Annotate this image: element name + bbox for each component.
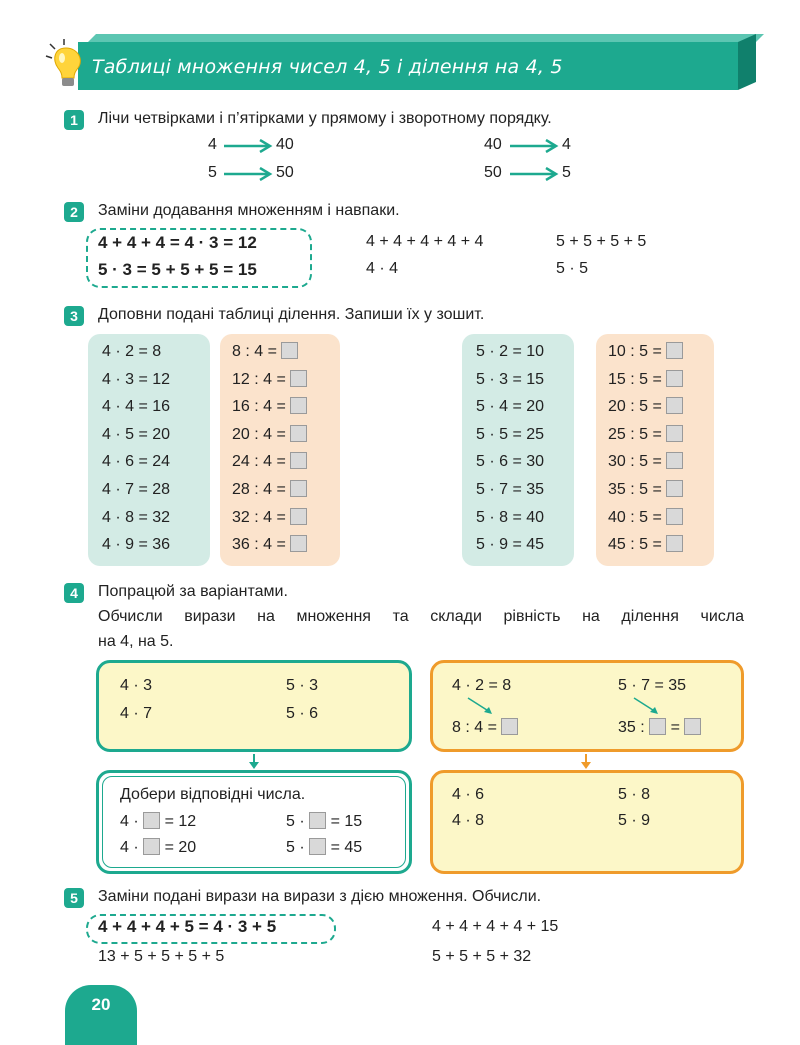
div4-row (232, 393, 307, 420)
task5-example: 4 + 4 + 4 + 5 = 4 · 3 + 5 (98, 917, 277, 936)
div5-row (608, 366, 683, 393)
task1-to-3: 4 (562, 136, 571, 153)
task4-instruction-2: Обчисли вирази на множення та склади рівність на ділення числа (98, 608, 744, 625)
div4-row-text: 12 : 4 = (232, 370, 286, 388)
answer-box[interactable] (684, 718, 701, 735)
answer-box[interactable] (666, 425, 683, 442)
answer-box[interactable] (290, 397, 307, 414)
page-number: 20 (65, 985, 137, 1045)
task4-instruction-1: Попрацюй за варіантами. (98, 583, 288, 600)
mult5-row-text: 5 · 5 = 25 (476, 425, 545, 443)
div4-row-text: 24 : 4 = (232, 453, 286, 471)
mult4-row (102, 393, 170, 420)
mult5-row (476, 366, 544, 393)
mult5-row (476, 448, 544, 475)
task2-item-1: 4 + 4 + 4 + 4 + 4 (366, 233, 484, 250)
panelA-item-2: 5 · 3 (286, 677, 319, 694)
panelB-equals: = (670, 719, 680, 736)
answer-box[interactable] (666, 342, 683, 359)
panelD-item-4: 5 · 9 (618, 812, 651, 829)
panelC-row-2 (286, 812, 362, 831)
panelC-row-1-a: 4 · (120, 813, 139, 830)
mult4-row (102, 448, 170, 475)
mult5-row-text: 5 · 8 = 40 (476, 508, 545, 526)
task-number-2: 2 (64, 202, 84, 222)
mult4-row (102, 504, 170, 531)
panelC-row-3 (120, 838, 196, 857)
mult4-row (102, 338, 161, 365)
panelB-example-3 (452, 718, 518, 737)
task-number-4: 4 (64, 583, 84, 603)
task2-example-1: 4 + 4 + 4 = 4 · 3 = 12 (98, 233, 257, 252)
task1-to-1: 40 (276, 136, 294, 153)
panelC-row-4 (286, 838, 362, 857)
arrow-down-icon (580, 754, 592, 770)
task2-item-3: 4 · 4 (366, 260, 399, 277)
div5-row (608, 448, 683, 475)
answer-box[interactable] (666, 452, 683, 469)
task-number-1: 1 (64, 110, 84, 130)
arrow-right-icon (508, 139, 560, 153)
panelA-item-1: 4 · 3 (120, 677, 153, 694)
banner-top-edge (88, 34, 764, 42)
div4-row-text: 8 : 4 = (232, 343, 277, 360)
arrow-right-icon (508, 167, 560, 181)
task5-item-3: 5 + 5 + 5 + 32 (432, 948, 532, 965)
div5-row (608, 421, 683, 448)
mult4-row-text: 4 · 3 = 12 (102, 370, 171, 388)
answer-box[interactable] (290, 370, 307, 387)
mult4-row-text: 4 · 6 = 24 (102, 453, 171, 471)
answer-box[interactable] (290, 425, 307, 442)
mult5-row-text: 5 · 7 = 35 (476, 481, 545, 498)
mult4-row (102, 476, 170, 503)
task1-instruction: Лічи четвірками і п’ятірками у прямому і зворотному порядку. (98, 110, 552, 127)
mult5-row-text: 5 · 9 = 45 (476, 536, 545, 554)
mult4-row-text: 4 · 7 = 28 (102, 481, 171, 498)
mult4-row-text: 4 · 2 = 8 (102, 343, 162, 360)
answer-box[interactable] (281, 342, 298, 359)
panelC-row-3-a: 4 · (120, 839, 139, 856)
answer-box[interactable] (501, 718, 518, 735)
lightbulb-icon (42, 38, 90, 90)
div5-row (608, 504, 683, 531)
answer-box[interactable] (666, 370, 683, 387)
arrow-right-icon (222, 139, 274, 153)
answer-box[interactable] (666, 480, 683, 497)
mult5-row (476, 504, 544, 531)
panelB-example-4-text: 35 : (618, 719, 645, 736)
task1-from-4: 50 (484, 164, 502, 181)
answer-box[interactable] (143, 812, 160, 829)
mult4-row (102, 421, 170, 448)
arrow-down-icon (248, 754, 260, 770)
div5-row-text: 40 : 5 = (608, 508, 662, 526)
answer-box[interactable] (290, 480, 307, 497)
div5-row-text: 10 : 5 = (608, 343, 662, 360)
div5-row-text: 25 : 5 = (608, 425, 662, 443)
panelB-example-1: 4 · 2 = 8 (452, 677, 512, 694)
mult4-row (102, 366, 170, 393)
div5-row-text: 45 : 5 = (608, 536, 662, 554)
task2-item-4: 5 · 5 (556, 260, 589, 277)
mult5-row (476, 531, 544, 558)
task5-instruction: Заміни подані вирази на вирази з дією множення. Обчисли. (98, 888, 542, 905)
panelC-row-1 (120, 812, 196, 831)
div4-row (232, 366, 307, 393)
panelC-title: Добери відповідні числа. (120, 786, 306, 803)
task5-item-2: 13 + 5 + 5 + 5 + 5 (98, 948, 225, 965)
panelC-row-2-b: = 15 (330, 813, 363, 830)
task1-from-3: 40 (484, 136, 502, 153)
mult5-row (476, 393, 544, 420)
task3-instruction: Доповни подані таблиці ділення. Запиши їх у зошит. (98, 306, 485, 323)
panelA-item-3: 4 · 7 (120, 705, 153, 722)
answer-box[interactable] (649, 718, 666, 735)
div5-row-text: 30 : 5 = (608, 453, 662, 471)
task2-item-2: 5 + 5 + 5 + 5 (556, 233, 647, 250)
panelD-item-2: 5 · 8 (618, 786, 651, 803)
div5-row-text: 20 : 5 = (608, 398, 662, 416)
mult4-row-text: 4 · 4 = 16 (102, 398, 171, 416)
div4-row (232, 338, 298, 365)
div5-row (608, 531, 683, 558)
panelC-row-3-b: = 20 (164, 839, 197, 856)
task4-instruction-3: на 4, на 5. (98, 633, 174, 650)
answer-box[interactable] (143, 838, 160, 855)
answer-box[interactable] (666, 397, 683, 414)
mult4-row-text: 4 · 5 = 20 (102, 425, 171, 443)
div5-row (608, 338, 683, 365)
task2-example-2: 5 · 3 = 5 + 5 + 5 = 15 (98, 260, 257, 279)
panelD-item-3: 4 · 8 (452, 812, 485, 829)
mult5-row (476, 421, 544, 448)
panelB-example-4 (618, 718, 701, 737)
div5-row-text: 15 : 5 = (608, 370, 662, 388)
answer-box[interactable] (666, 535, 683, 552)
div4-row-text: 36 : 4 = (232, 536, 286, 554)
mult5-row-text: 5 · 6 = 30 (476, 453, 545, 471)
task1-to-2: 50 (276, 164, 294, 181)
div5-row-text: 35 : 5 = (608, 481, 662, 498)
panelA-item-4: 5 · 6 (286, 705, 319, 722)
div4-row (232, 421, 307, 448)
panelD-item-1: 4 · 6 (452, 786, 485, 803)
answer-box[interactable] (290, 452, 307, 469)
mult5-row-text: 5 · 4 = 20 (476, 398, 545, 416)
panelC-row-4-a: 5 · (286, 839, 305, 856)
div4-row (232, 448, 307, 475)
mult5-row-text: 5 · 3 = 15 (476, 370, 545, 388)
mult5-row-text: 5 · 2 = 10 (476, 343, 545, 360)
div4-row-text: 32 : 4 = (232, 508, 286, 526)
panelB-example-3-text: 8 : 4 = (452, 719, 497, 736)
answer-box[interactable] (290, 535, 307, 552)
task1-from-2: 5 (208, 164, 217, 181)
div4-row (232, 504, 307, 531)
panelC-row-4-b: = 45 (330, 839, 363, 856)
div5-row (608, 393, 683, 420)
task-number-3: 3 (64, 306, 84, 326)
task5-item-1: 4 + 4 + 4 + 4 + 15 (432, 918, 559, 935)
div4-row (232, 531, 307, 558)
task1-from-1: 4 (208, 136, 217, 153)
panelB-example-2: 5 · 7 = 35 (618, 677, 687, 694)
answer-box[interactable] (309, 838, 326, 855)
mult4-row (102, 531, 170, 558)
mult4-row-text: 4 · 9 = 36 (102, 536, 171, 554)
div4-row (232, 476, 307, 503)
banner-side-edge (738, 34, 756, 90)
answer-box[interactable] (666, 508, 683, 525)
arrow-right-icon (222, 167, 274, 181)
panelC-row-1-b: = 12 (164, 813, 197, 830)
arrow-diagonal-icon (466, 696, 498, 716)
mult4-row-text: 4 · 8 = 32 (102, 508, 171, 526)
task-number-5: 5 (64, 888, 84, 908)
div5-row (608, 476, 683, 503)
div4-row-text: 16 : 4 = (232, 398, 286, 416)
arrow-diagonal-icon (632, 696, 664, 716)
task1-to-4: 5 (562, 164, 571, 181)
answer-box[interactable] (309, 812, 326, 829)
mult5-row (476, 476, 544, 503)
answer-box[interactable] (290, 508, 307, 525)
page-title: Таблиці множення чисел 4, 5 і ділення на 4, 5 (92, 56, 563, 78)
task2-instruction: Заміни додавання множенням і навпаки. (98, 202, 400, 219)
div4-row-text: 28 : 4 = (232, 481, 286, 498)
panelC-row-2-a: 5 · (286, 813, 305, 830)
mult5-row (476, 338, 544, 365)
div4-row-text: 20 : 4 = (232, 425, 286, 443)
